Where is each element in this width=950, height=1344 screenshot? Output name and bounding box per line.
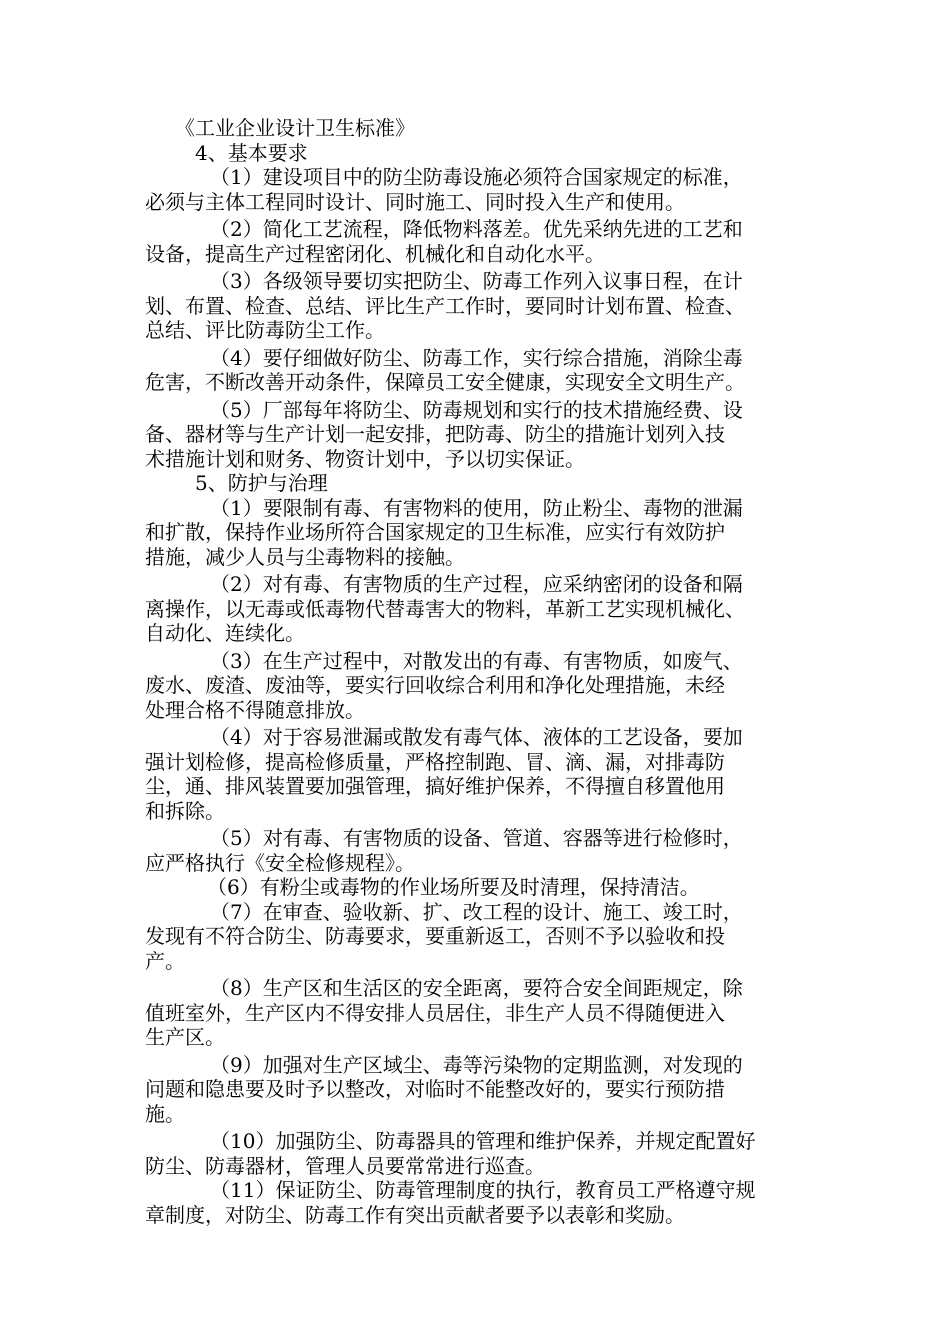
paragraph-line: 章制度，对防尘、防毒工作有突出贡献者要予以表彰和奖励。 (145, 1202, 685, 1227)
paragraph-line: 划、布置、检查、总结、评比生产工作时，要同时计划布置、检查、 (145, 293, 745, 318)
paragraph-line: 应严格执行《安全检修规程》。 (145, 850, 415, 875)
paragraph-line: （5）对有毒、有害物质的设备、管道、容器等进行检修时， (210, 826, 743, 850)
paragraph-line: 问题和隐患要及时予以整改，对临时不能整改好的，要实行预防措 (145, 1077, 725, 1101)
paragraph-line: 自动化、连续化。 (145, 621, 305, 645)
paragraph-line: 离操作，以无毒或低毒物代替毒害大的物料，革新工艺实现机械化、 (145, 596, 745, 621)
paragraph-line: （3）各级领导要切实把防尘、防毒工作列入议事日程，在计 (210, 269, 743, 293)
standard-title-line: 《工业企业设计卫生标准》 (175, 116, 415, 140)
paragraph-line: （1）要限制有毒、有害物料的使用，防止粉尘、毒物的泄漏 (210, 495, 743, 520)
paragraph-line: 备、器材等与生产计划一起安排，把防毒、防尘的措施计划列入技 (145, 422, 725, 446)
paragraph-line: 防尘、防毒器材，管理人员要常常进行巡查。 (145, 1153, 545, 1178)
paragraph-line: 总结、评比防毒防尘工作。 (145, 318, 385, 342)
paragraph-line: 产。 (145, 948, 185, 973)
paragraph-line: （4）对于容易泄漏或散发有毒气体、液体的工艺设备，要加 (210, 725, 743, 749)
paragraph-line: 发现有不符合防尘、防毒要求，要重新返工，否则不予以验收和投 (145, 924, 725, 948)
paragraph-line: 生产区。 (145, 1025, 225, 1049)
paragraph-line: （6）有粉尘或毒物的作业场所要及时清理，保持清洁。 (207, 875, 700, 899)
paragraph-line: 废水、废渣、废油等，要实行回收综合利用和净化处理措施，未经 (145, 673, 725, 697)
paragraph-line: 和拆除。 (145, 798, 225, 823)
paragraph-line: （9）加强对生产区域尘、毒等污染物的定期监测，对发现的 (210, 1052, 743, 1077)
paragraph-line: （3）在生产过程中，对散发出的有毒、有害物质，如废气、 (210, 648, 743, 673)
paragraph-line: 危害，不断改善开动条件，保障员工安全健康，实现安全文明生产。 (145, 370, 745, 394)
paragraph-line: 措施，减少人员与尘毒物料的接触。 (145, 544, 465, 569)
paragraph-line: （10）加强防尘、防毒器具的管理和维护保养，并规定配置好 (210, 1129, 756, 1153)
paragraph-line: （5）厂部每年将防尘、防毒规划和实行的技术措施经费、设 (210, 397, 743, 422)
section-heading-4: 4、基本要求 (195, 140, 308, 165)
paragraph-line: 施。 (145, 1101, 185, 1126)
paragraph-line: 处理合格不得随意排放。 (145, 697, 365, 722)
paragraph-line: （2）简化工艺流程，降低物料落差。优先采纳先进的工艺和 (210, 217, 743, 241)
paragraph-line: （11）保证防尘、防毒管理制度的执行，教育员工严格遵守规 (210, 1178, 756, 1202)
paragraph-line: 术措施计划和财务、物资计划中，予以切实保证。 (145, 446, 585, 471)
paragraph-line: 值班室外，生产区内不得安排人员居住，非生产人员不得随便进入 (145, 1000, 725, 1025)
paragraph-line: （8）生产区和生活区的安全距离，要符合安全间距规定，除 (210, 976, 743, 1000)
document-body (145, 116, 835, 1227)
paragraph-line: 必须与主体工程同时设计、同时施工、同时投入生产和使用。 (145, 189, 685, 214)
section-heading-5: 5、防护与治理 (195, 471, 328, 495)
paragraph-line: 强计划检修，提高检修质量，严格控制跑、冒、滴、漏，对排毒防 (145, 749, 725, 774)
paragraph-line: （1）建设项目中的防尘防毒设施必须符合国家规定的标准， (210, 165, 743, 189)
paragraph-line: 和扩散，保持作业场所符合国家规定的卫生标准，应实行有效防护 (145, 520, 725, 544)
paragraph-line: （7）在审查、验收新、扩、改工程的设计、施工、竣工时， (210, 899, 743, 924)
paragraph-line: 尘，通、排风装置要加强管理，搞好维护保养，不得擅自移置他用 (145, 774, 725, 798)
paragraph-line: （2）对有毒、有害物质的生产过程，应采纳密闭的设备和隔 (210, 572, 743, 596)
paragraph-line: （4）要仔细做好防尘、防毒工作，实行综合措施，消除尘毒 (210, 345, 743, 370)
paragraph-line: 设备，提高生产过程密闭化、机械化和自动化水平。 (145, 241, 605, 266)
